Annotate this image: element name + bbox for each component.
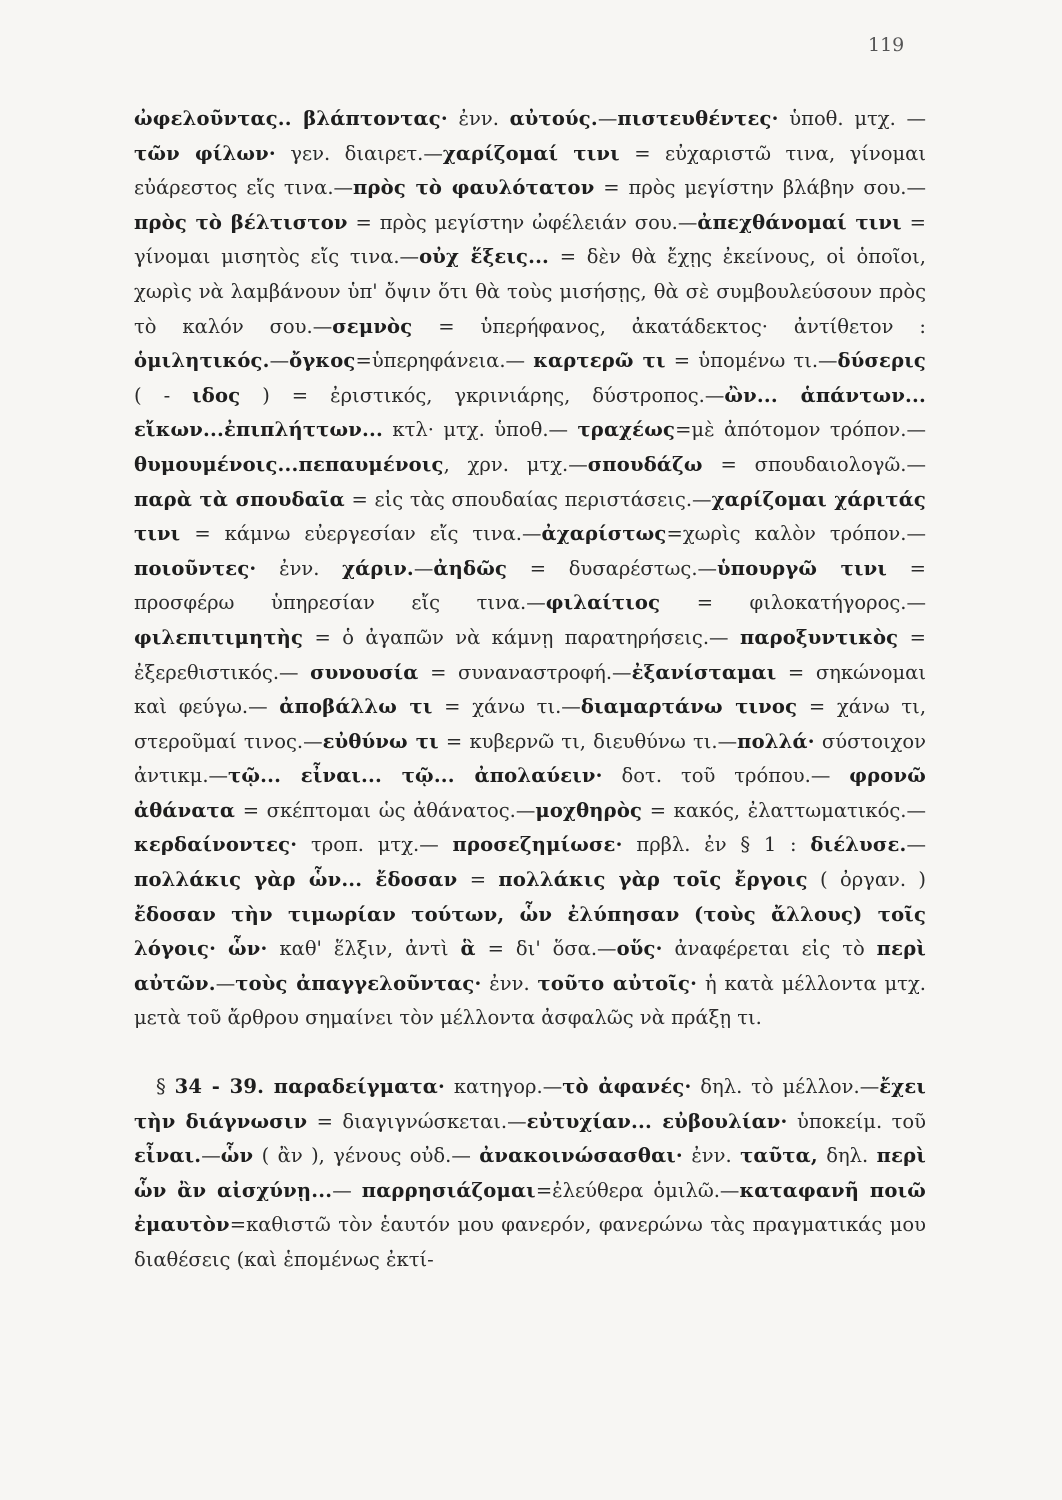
gloss-text: ἀναφέρεται εἰς τὸ xyxy=(662,937,877,961)
headword: πιστευθέντες· xyxy=(617,107,779,130)
gloss-text: = φιλοκατήγορος.— xyxy=(660,591,926,615)
headword: προσεζημίωσε· xyxy=(452,833,623,857)
headword: ιδος xyxy=(192,383,241,407)
headword: 34 - 39. παραδείγματα· xyxy=(174,1075,445,1099)
headword: τραχέως xyxy=(577,418,676,442)
gloss-text: = χάνω τι.— xyxy=(432,695,581,719)
gloss-text: = δὲν θὰ ἔχῃς ἐκείνους, οἱ ὁποῖοι, χωρὶς νὰ λαμβάνουν ὑπ' ὄψιν ὅτι θὰ τοὺς μισήσῃς, θὰ σὲ συμβουλεύσουν πρὸς τὸ καλόν σου.— xyxy=(134,245,926,338)
headword: μοχθηρὸς xyxy=(535,798,643,822)
commentary-text xyxy=(134,102,926,1278)
gloss-text: =χωρὶς καλὸν τρόπον.— xyxy=(666,522,926,546)
headword: πολλάκις γὰρ ὧν... ἔδοσαν xyxy=(134,868,458,892)
headword: ὁμιλητικός. xyxy=(134,349,270,373)
gloss-text: ( ὀργαν. ) xyxy=(807,868,926,892)
gloss-text: τροπ. μτχ.— xyxy=(297,833,453,857)
gloss-text: = δι' ὅσα.— xyxy=(475,937,617,961)
gloss-text: = δυσαρέστως.— xyxy=(507,556,718,580)
gloss-text: = εὐχαριστῶ τινα, γίνομαι εὐάρεστος εἴς τινα.— xyxy=(134,141,926,200)
gloss-text: ὑποθ. μτχ. — xyxy=(778,107,926,130)
headword: ἔδοσαν τὴν τιμωρίαν τούτων, ὧν ἐλύπησαν xyxy=(134,902,680,926)
gloss-text: γεν. διαιρετ.— xyxy=(275,141,443,165)
gloss-text: , χρν. μτχ.— xyxy=(443,452,588,476)
headword: ἃ xyxy=(460,937,476,961)
headword: χαρίζομαί τινι xyxy=(442,141,620,165)
headword: ὠφελοῦντας.. βλάπτοντας· xyxy=(134,107,448,130)
headword: πρὸς τὸ βέλτιστον xyxy=(134,210,348,234)
headword: παρρησιάζομαι xyxy=(361,1178,536,1202)
gloss-text: ἐνν. xyxy=(481,971,538,995)
gloss-text: καθ' ἕλξιν, ἀντὶ xyxy=(267,937,461,961)
gloss-text: — xyxy=(597,107,618,130)
gloss-text: = ὁ ἀγαπῶν νὰ κάμνῃ παρατηρήσεις.— xyxy=(303,625,740,649)
gloss-text: — xyxy=(215,971,236,995)
gloss-text: = εἰς τὰς σπουδαίας περιστάσεις.— xyxy=(344,487,712,511)
headword: (τοὺς ἄλλους) τοῖς λόγοις· xyxy=(134,902,927,961)
gloss-text: = κάμνω εὐεργεσίαν εἴς τινα.— xyxy=(180,522,542,546)
headword: ἀπεχθάνομαί τινι xyxy=(697,210,902,234)
gloss-text: ἐνν. xyxy=(447,107,510,130)
gloss-text: = ἐξερεθιστικός.— xyxy=(134,625,926,684)
gloss-text: — xyxy=(332,1178,362,1202)
gloss-text: = πρὸς μεγίστην ὠφέλειάν σου.— xyxy=(347,210,698,234)
gloss-text: ἡ κατὰ μέλλοντα μτχ. μετὰ τοῦ ἄρθρου σημαίνει τὸν μέλλοντα ἀσφαλῶς νὰ πράξῃ τι. xyxy=(134,971,926,1030)
gloss-text: κατηγορ.— xyxy=(445,1075,563,1099)
gloss-text: ἐνν. xyxy=(256,556,343,580)
gloss-text: = συναναστροφή.— xyxy=(418,660,632,684)
gloss-text: — xyxy=(269,349,290,373)
headword: καταφανῆ ποιῶ ἐμαυτὸν xyxy=(134,1178,927,1237)
headword: εἶναι. xyxy=(134,1144,202,1168)
headword: σπουδάζω xyxy=(587,452,703,476)
gloss-text: = κακός, ἐλαττωματικός.— xyxy=(642,798,926,822)
headword: τῷ... εἶναι... τῷ... ἀπολαύειν· xyxy=(228,764,603,788)
headword: πολλάκις γὰρ τοῖς ἔργοις xyxy=(498,868,808,892)
headword: παρὰ τὰ σπουδαῖα xyxy=(134,487,345,511)
headword: αὐτούς. xyxy=(509,107,598,130)
page-number: 119 xyxy=(868,34,905,56)
headword: φιλεπιτιμητὴς xyxy=(134,625,304,649)
paragraph xyxy=(134,102,926,1036)
headword: διέλυσε. xyxy=(810,833,907,857)
headword: ὧν· xyxy=(228,937,268,961)
headword: ποιοῦντες· xyxy=(134,556,257,580)
gloss-text: = ὑπομένω τι.— xyxy=(665,349,838,373)
gloss-text: — xyxy=(413,556,434,580)
gloss-text: δοτ. τοῦ τρόπου.— xyxy=(602,764,850,788)
gloss-text xyxy=(216,937,228,960)
gloss-text: =ἐλεύθερα ὁμιλῶ.— xyxy=(535,1178,740,1202)
headword: περὶ ὧν ἂν αἰσχύνῃ... xyxy=(134,1144,926,1202)
gloss-text: ( - xyxy=(134,383,193,407)
headword: εὐθύνω τι xyxy=(322,729,439,753)
gloss-text: = χάνω τι, στεροῦμαί τινος.— xyxy=(134,695,927,753)
gloss-text: κτλ· μτχ. ὑποθ.— xyxy=(382,418,578,442)
headword: κερδαίνοντες· xyxy=(134,833,298,857)
headword: ὧν xyxy=(220,1144,254,1168)
headword: τὸ ἀφανές· xyxy=(562,1075,692,1099)
headword: χαρίζομαι χάριτάς τινι xyxy=(134,487,926,546)
gloss-text: = xyxy=(457,868,499,892)
section-paragraph xyxy=(134,1070,926,1278)
gloss-text: = σκέπτομαι ὡς ἀθάνατος.— xyxy=(235,798,536,822)
headword: πολλά· xyxy=(737,729,815,753)
headword: ὢν... ἁπάντων... εἴκων...ἐπιπλήττων... xyxy=(134,383,927,442)
headword: διαμαρτάνω τινος xyxy=(580,695,798,719)
headword: ὑπουργῶ τινι xyxy=(717,556,887,580)
headword: ὄγκος xyxy=(289,349,356,373)
headword: ἀνακοινώσασθαι· xyxy=(479,1144,683,1168)
headword: δύσερις xyxy=(837,349,926,373)
gloss-text: = σπουδαιολογῶ.— xyxy=(702,452,926,476)
gloss-text: =καθιστῶ τὸν ἑαυτόν μου φανερόν, φανερώνω τὰς πραγματικάς μου διαθέσεις (καὶ ἑπομένως ἐκτί- xyxy=(134,1213,926,1271)
headword: εὐτυχίαν... εὐβουλίαν· xyxy=(526,1109,788,1133)
headword: συνουσία xyxy=(310,660,419,684)
gloss-text: = διαγιγνώσκεται.— xyxy=(307,1109,527,1133)
headword: καρτερῶ τι xyxy=(533,349,666,373)
gloss-text: πρβλ. ἐν § 1 : xyxy=(622,833,811,857)
gloss-text: = πρὸς μεγίστην βλάβην σου.— xyxy=(594,176,926,200)
gloss-text: ὑποκείμ. τοῦ xyxy=(787,1109,926,1133)
headword: τοῦτο αὐτοῖς· xyxy=(537,971,698,995)
gloss-text xyxy=(679,903,694,926)
gloss-text: — xyxy=(906,833,926,857)
headword: ἀποβάλλω τι xyxy=(279,695,433,719)
gloss-text: = γίνομαι μισητὸς εἴς τινα.— xyxy=(134,210,926,269)
gloss-text: δηλ. xyxy=(817,1144,877,1168)
headword: ἐξανίσταμαι xyxy=(631,660,777,684)
headword: φρονῶ ἀθάνατα xyxy=(134,764,927,822)
gloss-text: = σηκώνομαι καὶ φεύγω.— xyxy=(134,660,926,719)
headword: ταῦτα, xyxy=(740,1144,818,1168)
headword: ἀηδῶς xyxy=(433,556,508,580)
gloss-text: σύστοιχον ἀντικμ.— xyxy=(134,729,926,788)
headword: τοὺς ἀπαγγελοῦντας· xyxy=(235,971,482,995)
gloss-text: ) = ἐριστικός, γκρινιάρης, δύστροπος.— xyxy=(240,383,725,407)
gloss-text: =ὑπερηφάνεια.— xyxy=(355,349,534,373)
gloss-text: = κυβερνῶ τι, διευθύνω τι.— xyxy=(438,729,738,753)
headword: παροξυντικὸς xyxy=(739,625,899,649)
gloss-text: = ὑπερήφανος, ἀκατάδεκτος· ἀντίθετον : xyxy=(412,314,926,338)
gloss-text: = προσφέρω ὑπηρεσίαν εἴς τινα.— xyxy=(134,556,926,615)
gloss-text: — xyxy=(201,1144,221,1168)
headword: ἀχαρίστως xyxy=(541,522,667,546)
headword: θυμουμένοις...πεπαυμένοις xyxy=(134,452,444,476)
headword: φιλαίτιος xyxy=(545,591,661,615)
gloss-text: δηλ. τὸ μέλλον.— xyxy=(691,1075,880,1099)
gloss-text: § xyxy=(156,1075,175,1099)
headword: ἔχει τὴν διάγνωσιν xyxy=(134,1075,927,1133)
headword: χάριν. xyxy=(342,556,414,580)
headword: τῶν φίλων· xyxy=(134,141,276,165)
gloss-text: ( ἂν ), γένους οὐδ.— xyxy=(253,1144,480,1168)
headword: σεμνὸς xyxy=(332,314,413,338)
gloss-text: ἐνν. xyxy=(682,1144,741,1168)
headword: περὶ αὐτῶν. xyxy=(134,937,927,995)
gloss-text: =μὲ ἀπότομον τρόπον.— xyxy=(675,418,926,442)
headword: οὕς· xyxy=(616,937,663,961)
headword: οὐχ ἕξεις... xyxy=(419,245,550,269)
headword: πρὸς τὸ φαυλότατον xyxy=(353,176,595,200)
